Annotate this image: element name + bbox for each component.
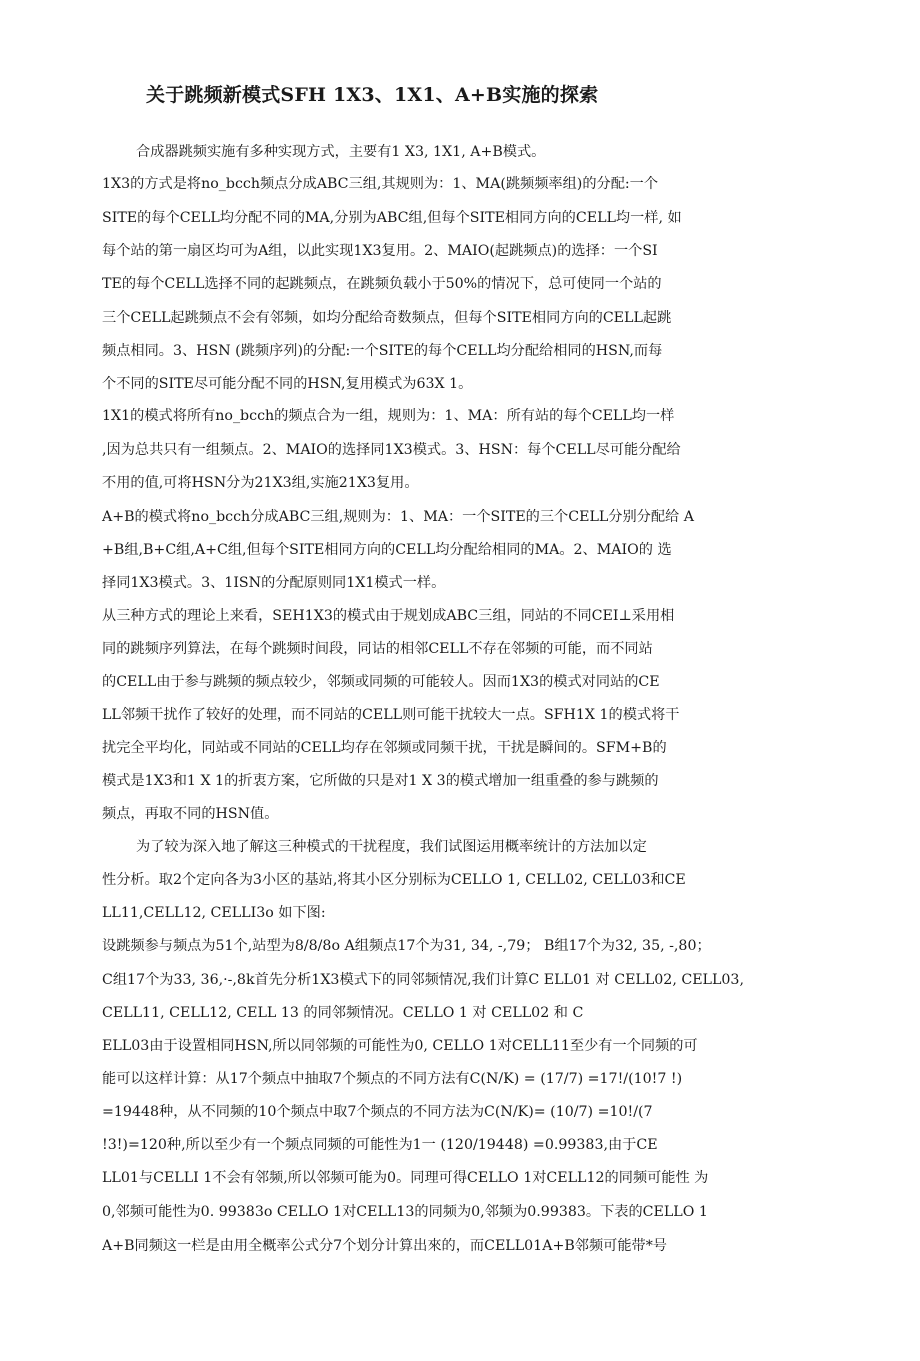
paragraph-line: TE的每个CELL选择不同的起跳频点，在跳频负载小于50%的情况下，总可使同一个站的 bbox=[102, 276, 662, 292]
paragraph-line: 择同1X3模式。3、1ISN的分配原则同1X1模式一样。 bbox=[102, 575, 446, 591]
paragraph-line: A+B的模式将no_bcch分成ABC三组,规则为：1、MA：一个SITE的三个CELL分别分配给 A bbox=[102, 509, 694, 525]
paragraph-line: 性分析。取2个定向各为3小区的基站,将其小区分别标为CELLO 1, CELL02, CELL03和CE bbox=[102, 872, 686, 888]
paragraph-line: 为了较为深入地了解这三种模式的干扰程度，我们试图运用概率统计的方法加以定 bbox=[136, 839, 647, 855]
paragraph-line: 0,邻频可能性为0. 99383o CELLO 1对CELL13的同频为0,邻频为0.99383。下表的CELLO 1 bbox=[102, 1204, 708, 1220]
paragraph-line: ,因为总共只有一组频点。2、MAIO的选择同1X3模式。3、HSN：每个CELL尽可能分配给 bbox=[102, 442, 681, 458]
paragraph-line: 频点相同。3、HSN (跳频序列)的分配:一个SITE的每个CELL均分配给相同的HSN,而每 bbox=[102, 343, 663, 359]
paragraph-line: 不用的值,可将HSN分为21X3组,实施21X3复用。 bbox=[102, 475, 419, 491]
paragraph-line: 的CELL由于参与跳频的频点较少，邻频或同频的可能较人。因而1X3的模式对同站的CE bbox=[102, 674, 660, 690]
paragraph-line: A+B同频这一栏是由用全概率公式分7个划分计算出來的，而CELL01A+B邻频可能带*号 bbox=[102, 1238, 667, 1254]
paragraph-line: =19448种，从不同频的10个频点中取7个频点的不同方法为C(N/K)= (10/7) =10!/(7 bbox=[102, 1104, 653, 1120]
paragraph-line: 模式是1X3和1 X 1的折衷方案，它所做的只是对1 X 3的模式增加一组重叠的参与跳频的 bbox=[102, 773, 659, 789]
paragraph-line: 每个站的第一扇区均可为A组，以此实现1X3复用。2、MAIO(起跳频点)的选择：一个SI bbox=[102, 243, 658, 259]
document-title: 关于跳频新模式SFH 1X3、1X1、A+B实施的探索 bbox=[146, 84, 599, 106]
paragraph-line: 1X3的方式是将no_bcch频点分成ABC三组,其规则为：1、MA(跳频频率组)的分配:一个 bbox=[102, 176, 659, 192]
paragraph-line: 合成器跳频实施有多种实现方式，主要有1 X3, 1X1, A+B模式。 bbox=[136, 144, 546, 160]
paragraph-line: !3!)=120种,所以至少有一个频点同频的可能性为1一 (120/19448) =0.99383,由于CE bbox=[102, 1137, 658, 1153]
paragraph-line: 三个CELL起跳频点不会有邻频，如均分配给奇数频点，但每个SITE相同方向的CELL起跳 bbox=[102, 310, 672, 326]
paragraph-line: 能可以这样计算：从17个频点中抽取7个频点的不同方法有C(N/K) = (17/7) =17!/(10!7 !) bbox=[102, 1071, 683, 1087]
paragraph-line: 设跳频参与频点为51个,站型为8/8/8o A组频点17个为31, 34, -,79； B组17个为32, 35, -,80； bbox=[102, 938, 711, 954]
paragraph-line: 扰完全平均化，同站或不同站的CELL均存在邻频或同频干扰，干扰是瞬间的。SFM+B的 bbox=[102, 740, 667, 756]
paragraph-line: CELL11, CELL12, CELL 13 的同邻频情况。CELLO 1 对 CELL02 和 C bbox=[102, 1005, 584, 1021]
paragraph-line: 从三种方式的理论上来看，SEH1X3的模式由于规划成ABC三组，同站的不同CEI⊥采用相 bbox=[102, 608, 675, 624]
paragraph-line: LL邻频干扰作了较好的处理，而不同站的CELL则可能干扰较大一点。SFH1X 1的模式将干 bbox=[102, 707, 680, 723]
paragraph-line: LL01与CELLI 1不会有邻频,所以邻频可能为0。同理可得CELLO 1对CELL12的同频可能性 为 bbox=[102, 1170, 709, 1186]
paragraph-line: 频点，再取不同的HSN值。 bbox=[102, 806, 279, 822]
paragraph-line: 1X1的模式将所有no_bcch的频点合为一组，规则为：1、MA：所有站的每个CELL均一样 bbox=[102, 408, 675, 424]
paragraph-line: ELL03由于设置相同HSN,所以同邻频的可能性为0, CELLO 1对CELL11至少有一个同频的可 bbox=[102, 1038, 698, 1054]
paragraph-line: SITE的每个CELL均分配不同的MA,分别为ABC组,但每个SITE相同方向的CELL均一样, 如 bbox=[102, 210, 682, 226]
paragraph-line: 个不同的SITE尽可能分配不同的HSN,复用模式为63X 1。 bbox=[102, 376, 473, 392]
paragraph-line: 同的跳频序列算法，在每个跳频时间段，同诂的相邻CELL不存在邻频的可能，而不同站 bbox=[102, 641, 653, 657]
paragraph-line: LL11,CELL12, CELLI3o 如下图: bbox=[102, 905, 326, 921]
paragraph-line: C组17个为33, 36,·-,8k首先分析1X3模式下的同邻频情况,我们计算C ELL01 对 CELL02, CELL03, bbox=[102, 972, 744, 988]
paragraph-line: +B组,B+C组,A+C组,但每个SITE相同方向的CELL均分配给相同的MA。2、MAIO的 选 bbox=[102, 542, 672, 558]
